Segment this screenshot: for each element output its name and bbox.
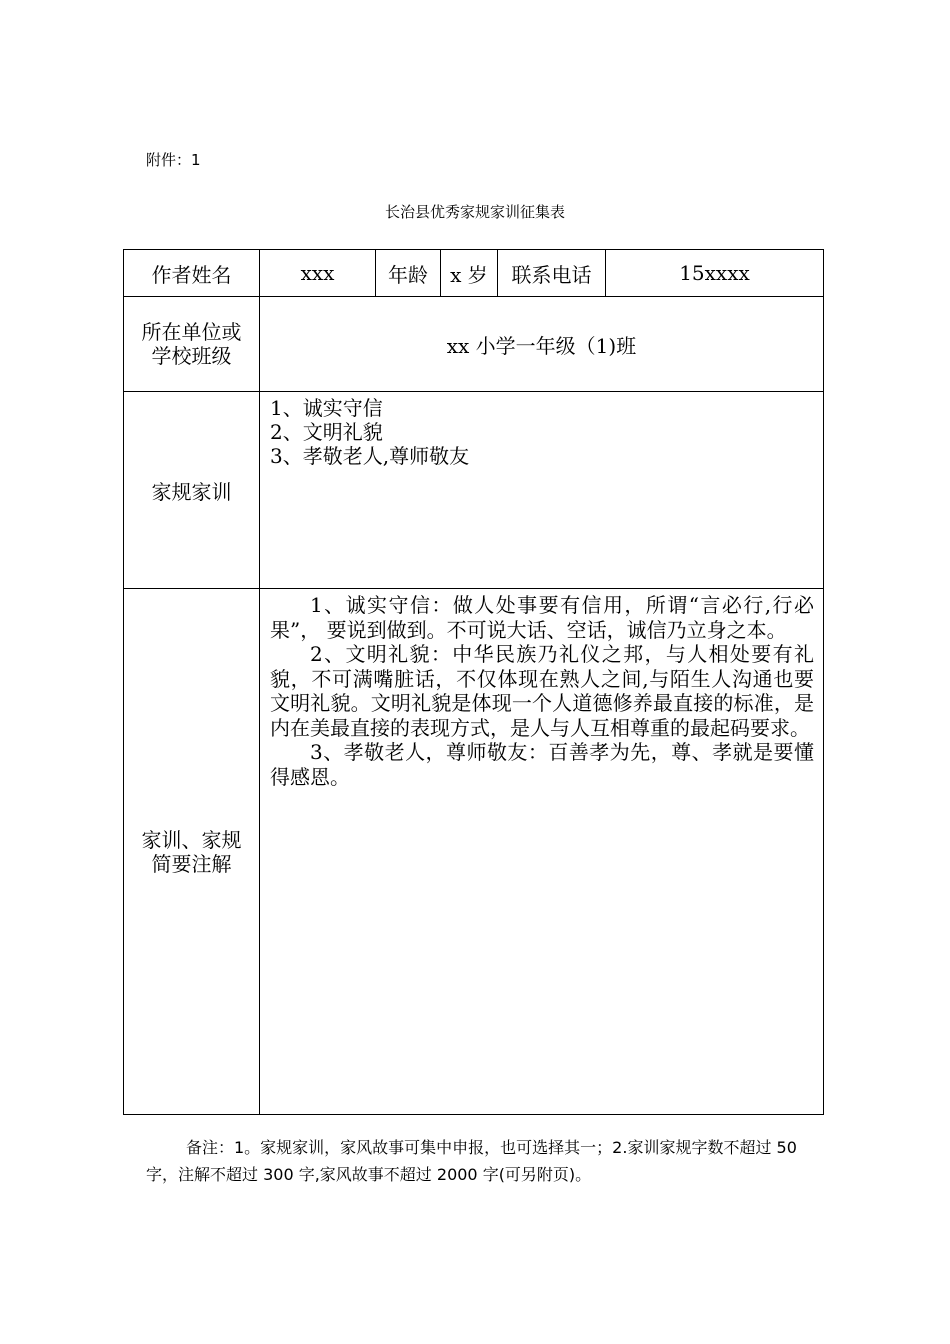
rule-item: 1、诚实守信 <box>270 396 383 420</box>
attachment-label: 附件：1 <box>146 151 201 169</box>
rule-item: 2、文明礼貌 <box>270 420 383 444</box>
note-paragraph: 1、诚实守信：做人处事要有信用，所谓“言必行,行必果”， 要说到做到。不可说大话、空话，诚信乃立身之本。 <box>270 593 814 642</box>
page-title: 长治县优秀家规家训征集表 <box>384 203 565 221</box>
author-value: xxx <box>260 250 376 297</box>
notes-label <box>124 589 260 1115</box>
notes-label-line2: 简要注解 <box>151 851 232 876</box>
unit-label-line1: 所在单位或 <box>141 320 242 344</box>
remark-note: 备注：1。家规家训，家风故事可集中申报，也可选择其一；2.家训家规字数不超过 50 字，注解不超过 300 字,家风故事不超过 2000 字(可另附页)。 <box>146 1138 797 1184</box>
rules-list <box>260 392 824 589</box>
table-row <box>124 297 824 392</box>
notes-label-line1: 家训、家规 <box>141 827 242 852</box>
note-paragraph: 3、孝敬老人，尊师敬友：百善孝为先，尊、孝就是要懂得感恩。 <box>270 740 814 789</box>
collection-form-table <box>123 249 824 1115</box>
age-value: x 岁 <box>441 250 498 297</box>
phone-label: 联系电话 <box>498 250 606 297</box>
phone-value: 15xxxx <box>606 250 824 297</box>
unit-label <box>124 297 260 392</box>
table-row <box>124 250 824 297</box>
age-label: 年龄 <box>376 250 441 297</box>
rule-item: 3、孝敬老人,尊师敬友 <box>270 444 470 468</box>
note-paragraph: 2、文明礼貌：中华民族乃礼仪之邦，与人相处要有礼貌，不可满嘴脏话，不仅体现在熟人之间,与陌生人沟通也要文明礼貌。文明礼貌是体现一个人道德修养最直接的标准，是内在美最直接的表现方式，是人与人互相尊重的最起码要求。 <box>270 642 814 740</box>
table-row <box>124 589 824 1115</box>
notes-content <box>260 589 824 1115</box>
rules-label: 家规家训 <box>124 392 260 589</box>
table-row <box>124 392 824 589</box>
author-label: 作者姓名 <box>124 250 260 297</box>
unit-value: xx 小学一年级（1)班 <box>260 297 824 392</box>
unit-label-line2: 学校班级 <box>151 344 232 368</box>
